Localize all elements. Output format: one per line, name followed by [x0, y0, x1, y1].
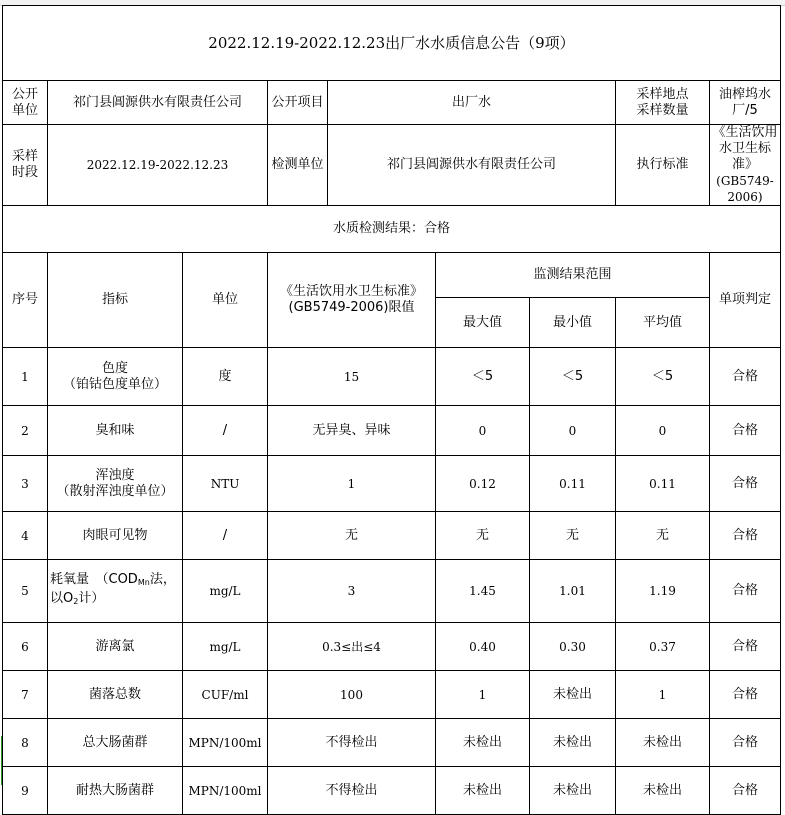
- header-range-group: 监测结果范围: [436, 253, 710, 298]
- header-max: 最大值: [436, 298, 530, 348]
- sampling-period-value: 2022.12.19-2022.12.23: [48, 125, 268, 206]
- label-sampling-site: 采样地点 采样数量: [616, 81, 710, 125]
- table-row: 7 菌落总数 CUF/ml 100 1 未检出 1 合格: [3, 671, 781, 719]
- label-standard: 执行标准: [616, 125, 710, 206]
- header-seq: 序号: [3, 253, 48, 348]
- water-quality-announcement-table: [2, 5, 781, 815]
- table-row: 1 色度 （铂钴色度单位） 度 15 ＜5 ＜5 ＜5 合格: [3, 348, 781, 406]
- publisher-value: 祁门县阊源供水有限责任公司: [48, 81, 268, 125]
- header-limit: 《生活饮用水卫生标准》 (GB5749-2006)限值: [268, 253, 436, 348]
- standard-value: 《生活饮用水卫生标准》 (GB5749-2006): [710, 125, 781, 206]
- overall-result: 水质检测结果：合格: [3, 206, 781, 253]
- label-testing-unit: 检测单位: [268, 125, 328, 206]
- header-indicator: 指标: [48, 253, 183, 348]
- table-row: 4 肉眼可见物 / 无 无 无 无 合格: [3, 512, 781, 560]
- table-row: 8 总大肠菌群 MPN/100ml 不得检出 未检出 未检出 未检出 合格: [3, 719, 781, 767]
- table-row: 9 耐热大肠菌群 MPN/100ml 不得检出 未检出 未检出 未检出 合格: [3, 767, 781, 815]
- label-publisher: 公开 单位: [3, 81, 48, 125]
- page-title: 2022.12.19-2022.12.23出厂水水质信息公告（9项）: [3, 6, 781, 81]
- table-row: 2 臭和味 / 无异臭、异味 0 0 0 合格: [3, 406, 781, 456]
- table-row: 3 浑浊度 （散射浑浊度单位） NTU 1 0.12 0.11 0.11 合格: [3, 456, 781, 512]
- label-sampling-period: 采样 时段: [3, 125, 48, 206]
- header-avg: 平均值: [616, 298, 710, 348]
- header-judgement: 单项判定: [710, 253, 781, 348]
- label-public-item: 公开项目: [268, 81, 328, 125]
- public-item-value: 出厂水: [328, 81, 616, 125]
- testing-unit-value: 祁门县阊源供水有限责任公司: [328, 125, 616, 206]
- table-row: 5 耗氧量 （$COD_{Mn}$法， 以$O_2$计） mg/L 3 1.45 1.01 1.19 合格: [3, 560, 781, 623]
- header-min: 最小值: [530, 298, 616, 348]
- header-unit: 单位: [183, 253, 268, 348]
- table-row: 6 游离氯 mg/L 0.3≤出≤4 0.40 0.30 0.37 合格: [3, 623, 781, 671]
- sampling-site-value: 油榨坞水厂/5: [710, 81, 781, 125]
